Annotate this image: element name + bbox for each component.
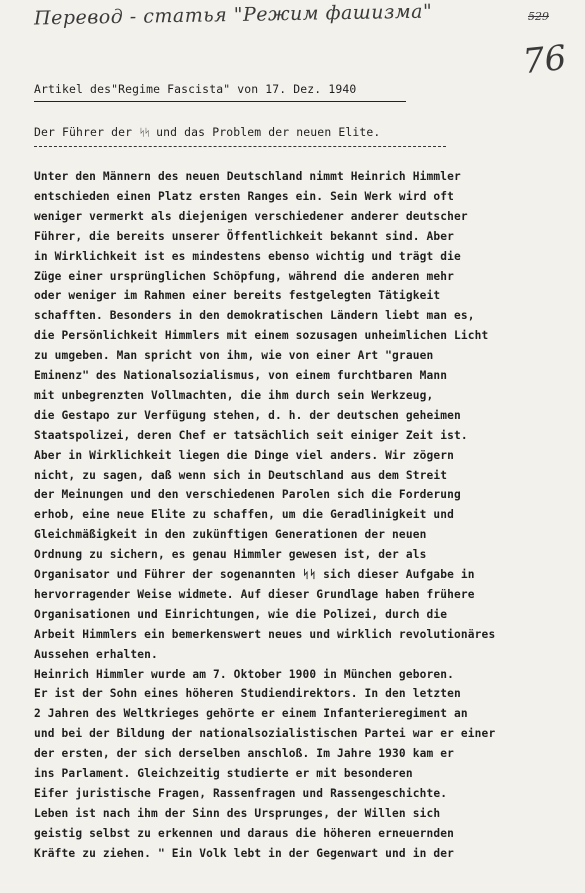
handwritten-folio-number: 76 [521,37,569,83]
body-line: 2 Jahren des Weltkrieges gehörte er einem Infanterieregiment an [34,707,468,721]
body-line: ins Parlament. Gleichzeitig studierte er mit besonderen [34,767,413,780]
body-line: Kräfte zu ziehen. " Ein Volk lebt in der Gegenwart und in der [34,846,455,860]
handwritten-note: Перевод - статья "Режим фашизма" [33,0,433,30]
body-line: Leben ist nach ihm der Sinn des Ursprunges, der Willen sich [34,806,441,820]
title-dashed-underline [34,146,446,147]
body-line: Eminenz" des Nationalsozialismus, von einem furchtbaren Mann [34,369,448,382]
body-line: entschieden einen Platz ersten Ranges ein. Sein Werk wird oft [34,189,455,203]
ss-rune-glyph: ᛋᛋ [139,128,150,139]
article-title [34,125,380,139]
body-line: Aussehen erhalten. [34,647,158,661]
body-line: Unter den Männern des neuen Deutschland nimmt Heinrich Himmler [34,170,461,183]
body-line: erhob, eine neue Elite zu schaffen, um die Geradlinigkeit und [34,508,455,522]
body-line: nicht, zu sagen, daß wenn sich in Deutschland aus dem Streit [34,468,448,482]
body-line: Züge einer ursprünglichen Schöpfung, während die anderen mehr [34,269,455,283]
body-line: Eifer juristische Fragen, Rassenfragen und Rassengeschichte. [34,786,448,800]
body-line: die Persönlichkeit Himmlers mit einem sozusagen unheimlichen Licht [34,329,489,343]
body-line: Arbeit Himmlers ein bemerkenswert neues und wirklich revolutionäres [34,627,496,641]
body-line: Führer, die bereits unserer Öffentlichkeit bekannt sind. Aber [34,229,455,243]
body-line: Heinrich Himmler wurde am 7. Oktober 1900 in München geboren. [34,667,455,681]
body-line: Organisator und Führer der sogenannten ᛋᛋ sich dieser Aufgabe in [34,568,475,581]
title-before-text: Der Führer der [34,125,140,139]
body-line: Organisationen und Einrichtungen, wie die Polizei, durch die [34,607,448,621]
title-after-text: und das Problem der neuen Elite. [149,125,381,139]
body-line: schafften. Besonders in den demokratischen Ländern liebt man es, [34,309,475,323]
body-line: weniger vermerkt als diejenigen verschiedener anderer deutscher [34,209,468,223]
body-line: Aber in Wirklichkeit liegen die Dinge viel anders. Wir zögern [34,448,455,462]
body-line: der ersten, der sich derselben anschloß. Im Jahre 1930 kam er [34,747,455,761]
body-line: mit unbegrenzten Vollmachten, die ihm durch sein Werkzeug, [34,388,434,402]
body-line: hervorragender Weise widmete. Auf dieser Grundlage haben frühere [34,587,475,601]
body-line: oder weniger im Rahmen einer bereits festgelegten Tätigkeit [34,289,441,303]
body-line: der Meinungen und den verschiedenen Parolen sich die Forderung [34,488,461,502]
handwritten-number: 529 [528,10,549,23]
body-line: Staatspolizei, deren Chef er tatsächlich seit einiger Zeit ist. [34,428,468,442]
article-source-line: Artikel des"Regime Fascista" von 17. Dez. 1940 [34,82,357,96]
body-line: die Gestapo zur Verfügung stehen, d. h. der deutschen geheimen [34,408,461,422]
body-line: geistig selbst zu erkennen und daraus die höheren erneuernden [34,826,455,840]
body-line: Gleichmäßigkeit in den zukünftigen Generationen der neuen [34,528,427,542]
body-line: und bei der Bildung der nationalsozialistischen Partei war er einer [34,727,496,741]
body-line: Ordnung zu sichern, es genau Himmler gewesen ist, der als [34,548,427,562]
source-underline [34,101,406,102]
body-line: Er ist der Sohn eines höheren Studiendirektors. In den letzten [34,687,461,701]
body-line: zu umgeben. Man spricht von ihm, wie von einer Art "grauen [34,349,434,363]
body-line: in Wirklichkeit ist es mindestens ebenso wichtig und trägt die [34,249,461,263]
